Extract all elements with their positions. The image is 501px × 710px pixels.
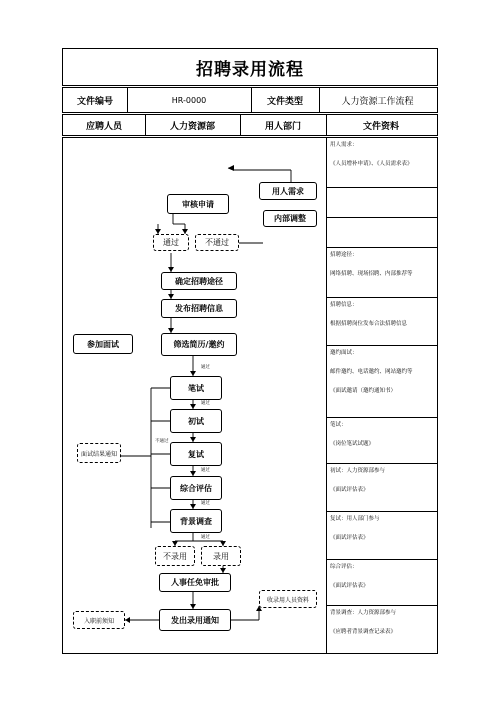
fail-box: 不通过 [195, 234, 239, 251]
doc-block-invite: 邀约面试： 邮件邀约、电话邀约、网站邀约等 《面试邀请（邀约通知书） [327, 346, 438, 418]
doc-block-empty-2 [327, 218, 438, 248]
col-hr: 人力资源部 [169, 121, 215, 132]
documents-column [326, 138, 440, 653]
doc-block-written: 笔试： 《岗位笔试试题》 [327, 418, 438, 464]
entry-note-box: 入职前须知 [73, 611, 125, 629]
doc-code-label: 文件编号 [76, 96, 113, 107]
doc-block-publish: 招聘信息： 根据招聘岗位发布合法招聘信息 [327, 298, 438, 346]
first-box: 初试 [170, 409, 222, 433]
doc-block-empty-1 [327, 188, 438, 218]
process-sheet [62, 48, 438, 654]
notice-box: 发出录用通知 [159, 609, 231, 631]
need-box: 用人需求 [259, 182, 317, 200]
keep-info-box: 收录用人员资料 [259, 590, 317, 608]
doc-block-second: 复试：用人部门参与 《面试评估表》 [327, 512, 438, 560]
pass-mark-1: 通过 [201, 365, 210, 370]
written-box: 笔试 [170, 376, 222, 400]
doc-type-label: 文件类型 [266, 96, 303, 107]
doc-block-channel: 招聘途径： 网络招聘、现场招聘、内部推荐等 [327, 248, 438, 298]
channel-box: 确定招聘途径 [161, 272, 237, 290]
overall-box: 综合评估 [170, 476, 222, 500]
page-title: 招聘录用流程 [196, 59, 304, 80]
doc-type-value: 人力资源工作流程 [341, 96, 414, 107]
attend-box: 参加面试 [73, 334, 133, 354]
doc-block-first: 初试：人力资源部参与 《面试评估表》 [327, 464, 438, 512]
second-box: 复试 [170, 442, 222, 466]
screen-box: 筛选简历/邀约 [161, 333, 237, 356]
interview-result-box: 面试结果通知 [77, 443, 121, 463]
pass-mark-3: 通过 [201, 468, 210, 473]
doc-block-background: 背景调查：人力资源部参与 《应聘者背景调查记录表》 [330, 610, 397, 635]
pass-mark-5: 通过 [201, 535, 210, 540]
approval-box: 人事任免审批 [159, 573, 231, 592]
fail-mark: 不通过 [155, 439, 169, 444]
hire-box: 录用 [201, 546, 241, 566]
reject-box: 不录用 [155, 546, 195, 566]
col-documents: 文件资料 [362, 121, 399, 132]
pass-mark-4: 通过 [201, 501, 210, 506]
col-department: 用人部门 [264, 121, 301, 132]
internal-adjust-box: 内部调整 [263, 210, 317, 227]
publish-box: 发布招聘信息 [161, 299, 237, 318]
pass-box: 通过 [153, 234, 189, 251]
review-box: 审核申请 [167, 194, 229, 214]
info-row [62, 87, 438, 113]
flow-body [62, 137, 438, 654]
title-row [62, 48, 438, 86]
col-applicant: 应聘人员 [85, 121, 122, 132]
doc-block-need: 用人需求： 《人员增补申请》、《人员需求表》 [327, 138, 438, 188]
doc-block-overall: 综合评估： 《面试评估表》 [327, 560, 438, 606]
background-box: 背景调查 [170, 509, 222, 533]
doc-code-value: HR-0000 [171, 95, 207, 105]
pass-mark-2: 通过 [201, 401, 210, 406]
column-header-row [62, 114, 438, 136]
